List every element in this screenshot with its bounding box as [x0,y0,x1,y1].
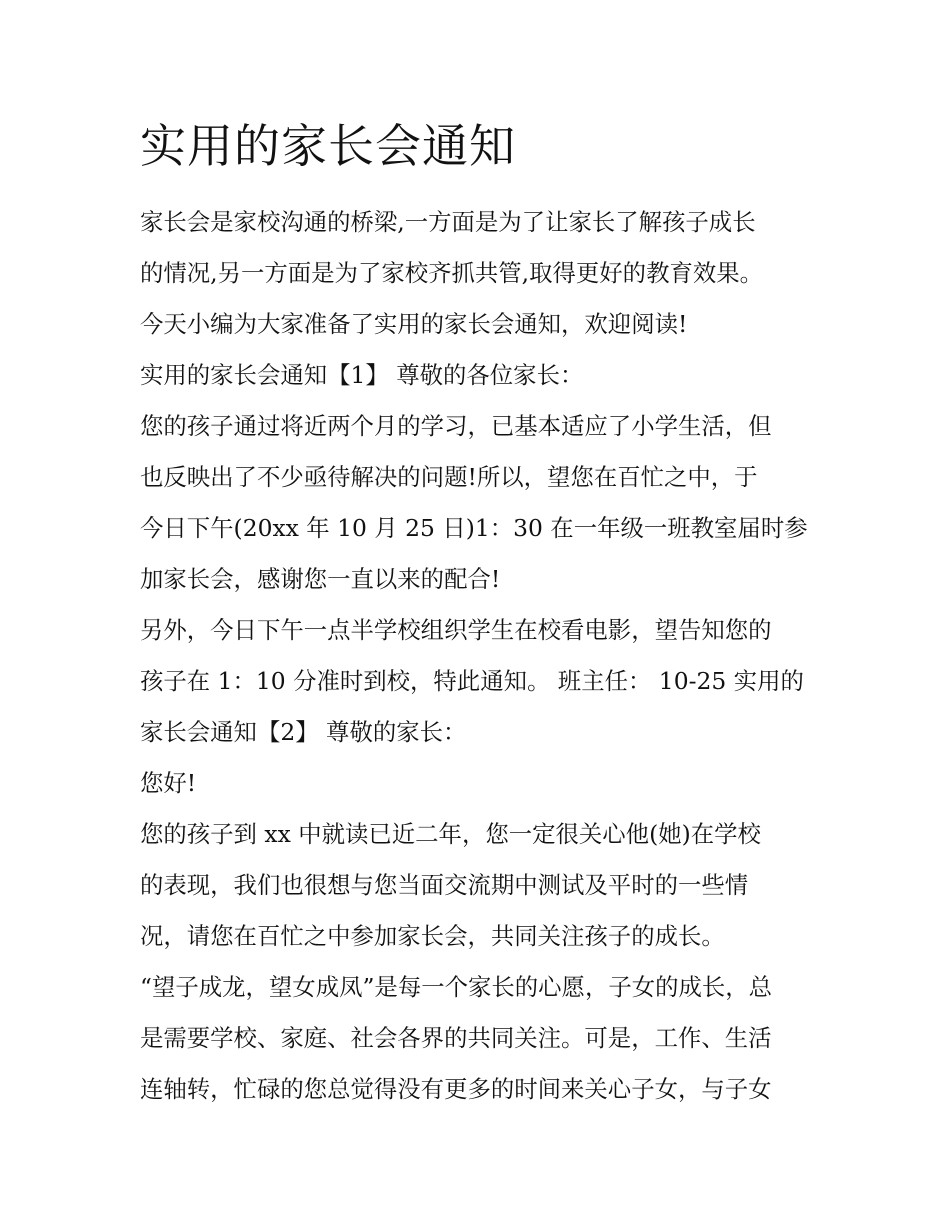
body-line: 连轴转，忙碌的您总觉得没有更多的时间来关心子女，与子女 [140,1075,772,1103]
body-line: 今天小编为大家准备了实用的家长会通知，欢迎阅读! [140,310,688,338]
body-line: 您的孩子通过将近两个月的学习，已基本适应了小学生活，但 [140,412,772,440]
body-line: 况，请您在百忙之中参加家长会，共同关注孩子的成长。 [140,922,725,950]
body-line: 也反映出了不少亟待解决的问题!所以，望您在百忙之中，于 [140,463,758,491]
body-line: 另外，今日下午一点半学校组织学生在校看电影，望告知您的 [140,616,772,644]
body-line: 今日下午(20xx 年 10 月 25 日)1：30 在一年级一班教室届时参 [140,514,808,542]
body-line: 您好! [140,769,197,797]
body-line: 孩子在 1：10 分准时到校，特此通知。 班主任： 10-25 实用的 [140,667,804,695]
body-line: 家长会通知【2】 尊敬的家长： [140,718,467,746]
body-line: 的表现，我们也很想与您当面交流期中测试及平时的一些情 [140,871,749,899]
body-line: 加家长会，感谢您一直以来的配合! [140,565,501,593]
body-line: 家长会是家校沟通的桥梁,一方面是为了让家长了解孩子成长 [140,208,756,236]
body-line: 您的孩子到 xx 中就读已近二年，您一定很关心他(她)在学校 [140,820,761,848]
body-line: 是需要学校、家庭、社会各界的共同关注。可是，工作、生活 [140,1024,772,1052]
document-body [140,197,830,1115]
document-title: 实用的家长会通知 [140,119,516,173]
body-line: 的情况,另一方面是为了家校齐抓共管,取得更好的教育效果。 [140,259,764,287]
body-line: “望子成龙，望女成凤”是每一个家长的心愿，子女的成长，总 [140,973,773,1001]
body-line: 实用的家长会通知【1】 尊敬的各位家长： [140,361,584,389]
